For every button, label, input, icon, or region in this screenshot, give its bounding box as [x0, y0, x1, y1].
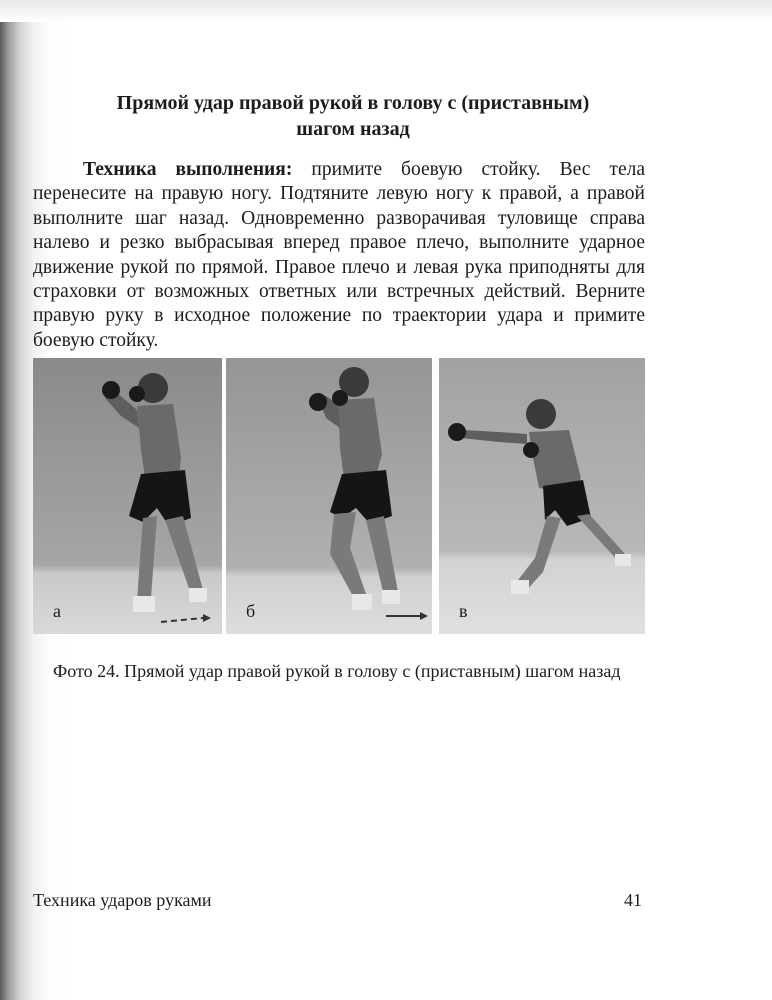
running-footer-section: Техника ударов руками — [33, 890, 212, 910]
photo-c-label: в — [459, 601, 468, 621]
technique-text: примите боевую стойку. Вес тела перенесите на правую ногу. Подтяните левую ногу к правой, а правой выполните шаг назад. Одновременно разворачивая туловище справа налево и резко выбрасывая вперед правое плечо, выполните ударное движение рукой по прямой. Правое плечо и левая рука приподняты для страховки от возможных ответных или встречных действий. Верните правую руку в исходное положение по траектории удара и примите боевую стойку. — [33, 159, 645, 351]
photo-strip — [33, 358, 645, 634]
photo-a — [33, 358, 222, 634]
heading-line-1: Прямой удар правой рукой в голову с (приставным) — [116, 92, 590, 114]
page-number: 41 — [624, 890, 642, 910]
technique-description — [33, 158, 645, 353]
photo-b-image — [226, 358, 432, 634]
photo-c-image — [439, 358, 645, 634]
photo-c — [439, 358, 645, 634]
heading-line-2: шагом назад — [296, 118, 410, 140]
technique-label: Техника выполнения: — [83, 159, 293, 180]
photo-a-image — [33, 358, 222, 634]
photo-caption: Фото 24. Прямой удар правой рукой в голову с (приставным) шагом назад — [53, 661, 621, 681]
photo-a-label: а — [53, 601, 61, 621]
section-heading — [60, 90, 646, 142]
photo-b-label: б — [246, 601, 256, 621]
page-top-edge — [0, 0, 772, 22]
description-paragraph — [33, 158, 645, 353]
photo-b — [226, 358, 432, 634]
